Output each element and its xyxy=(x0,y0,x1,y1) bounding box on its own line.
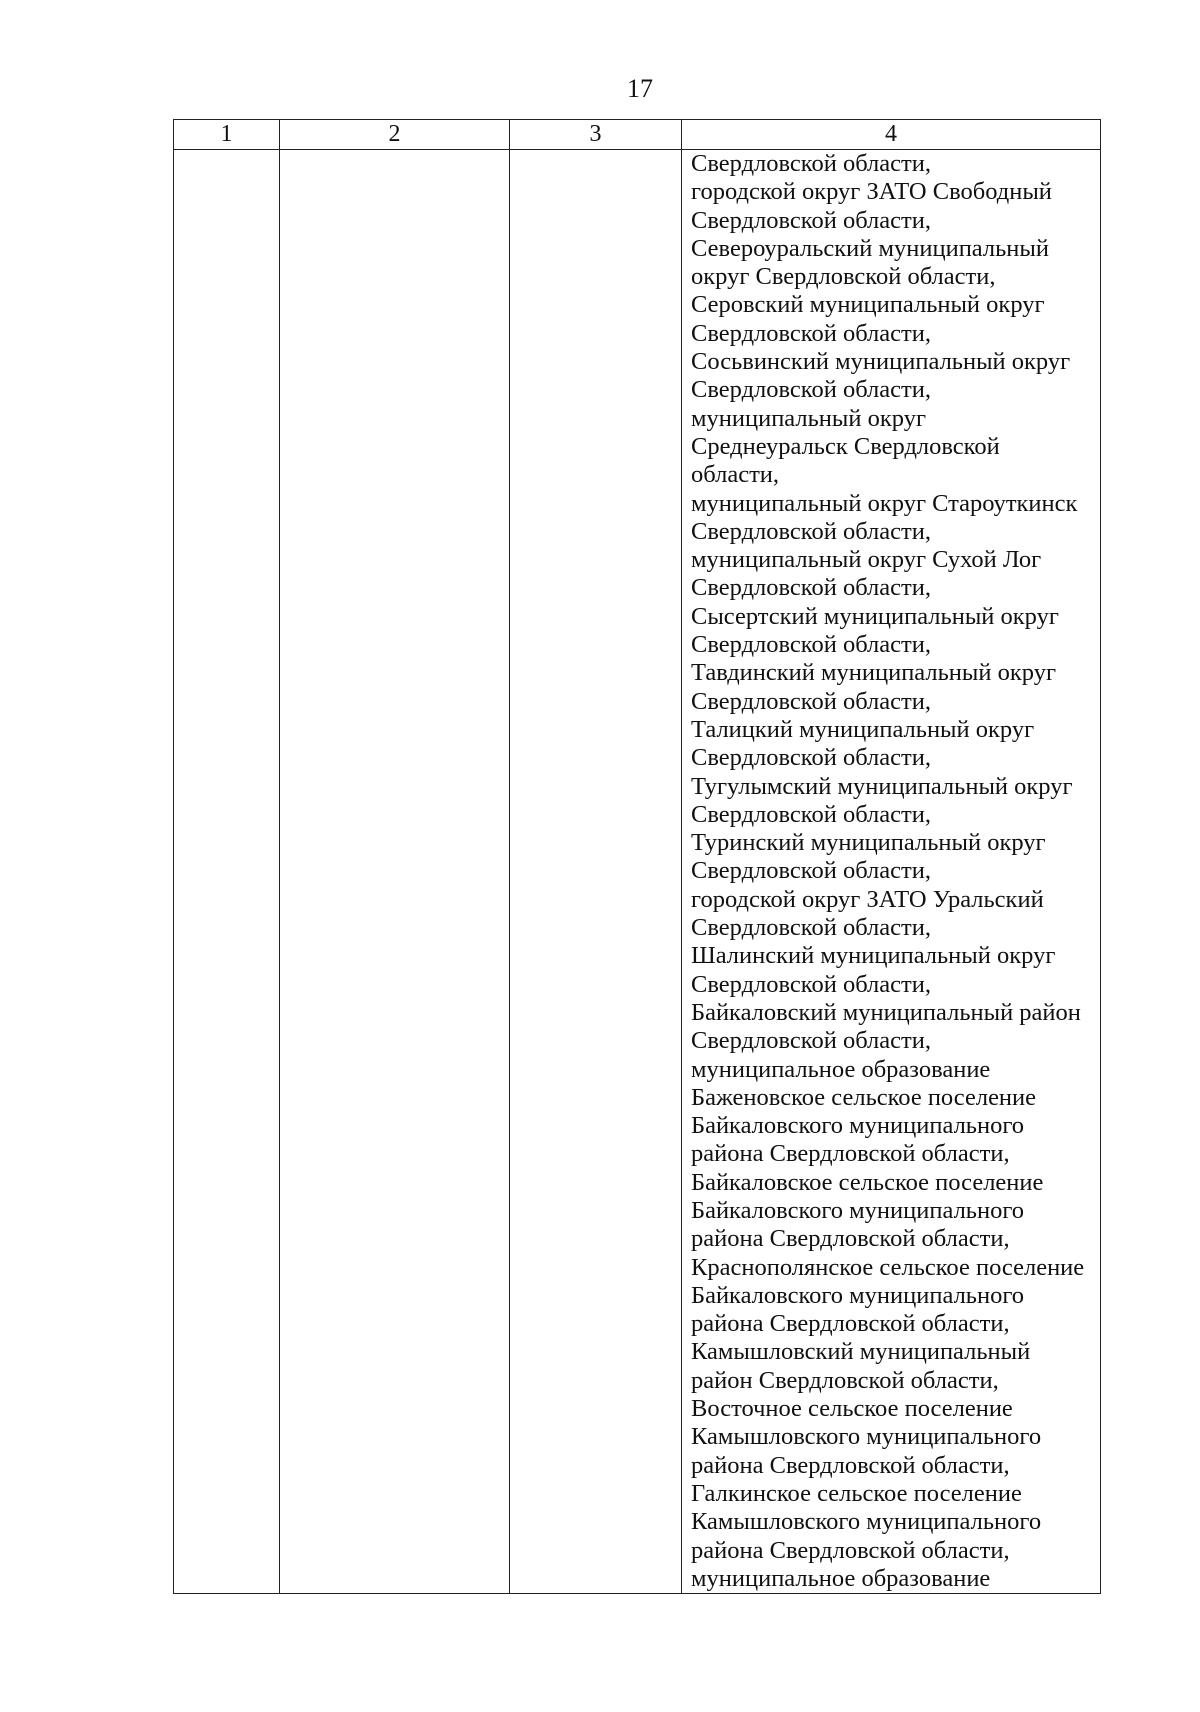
list-item: Свердловской области, xyxy=(691,574,931,602)
list-item: Байкаловского муниципального xyxy=(691,1196,1025,1224)
list-item: Свердловской области, xyxy=(691,376,931,404)
list-item: Тугулымский муниципальный округ xyxy=(691,772,1073,800)
list-item: Среднеуральск Свердловской xyxy=(691,432,1000,460)
list-item: района Свердловской области, xyxy=(691,1310,1010,1338)
list-item: муниципальное образование xyxy=(691,1564,991,1592)
table-header-row xyxy=(174,120,1101,150)
column-header-3: 3 xyxy=(510,120,682,150)
cell-column-3 xyxy=(510,150,682,1594)
list-item: муниципальное образование xyxy=(691,1055,991,1083)
list-item: Сосьвинский муниципальный округ xyxy=(691,348,1071,376)
list-item: Свердловской области, xyxy=(691,744,931,772)
list-item: Байкаловского муниципального xyxy=(691,1281,1025,1309)
list-item: Свердловской области, xyxy=(691,319,931,347)
document-table xyxy=(173,119,1101,1594)
list-item: Свердловской области, xyxy=(691,150,931,177)
list-item: Свердловской области, xyxy=(691,970,931,998)
list-item: района Свердловской области, xyxy=(691,1451,1010,1479)
list-item: Краснополянское сельское поселение xyxy=(691,1253,1085,1281)
column-header-4: 4 xyxy=(682,120,1101,150)
list-item: Восточное сельское поселение xyxy=(691,1395,1013,1423)
list-item: муниципальный округ xyxy=(691,404,926,432)
list-item: района Свердловской области, xyxy=(691,1140,1010,1168)
list-item: Талицкий муниципальный округ xyxy=(691,715,1035,743)
list-item: района Свердловской области, xyxy=(691,1536,1010,1564)
column-header-2: 2 xyxy=(280,120,510,150)
list-item: Байкаловский муниципальный район xyxy=(691,998,1081,1026)
list-item: Свердловской области, xyxy=(691,857,931,885)
column-header-1: 1 xyxy=(174,120,280,150)
list-item: Свердловской области, xyxy=(691,631,931,659)
list-item: области, xyxy=(691,461,780,489)
list-item: Свердловской области, xyxy=(691,517,931,545)
cell-column-1 xyxy=(174,150,280,1594)
list-item: округ Свердловской области, xyxy=(691,263,996,291)
list-item: Туринский муниципальный округ xyxy=(691,829,1046,857)
page-number: 17 xyxy=(627,74,653,103)
table-row xyxy=(174,150,1101,1594)
list-item: Североуральский муниципальный xyxy=(691,234,1049,262)
list-item: Байкаловского муниципального xyxy=(691,1112,1025,1140)
list-item: Тавдинский муниципальный округ xyxy=(691,659,1056,687)
list-item: Галкинское сельское поселение xyxy=(691,1479,1022,1507)
list-item: городской округ ЗАТО Свободный xyxy=(691,178,1052,206)
cell-column-2 xyxy=(280,150,510,1594)
cell-column-4 xyxy=(682,150,1101,1594)
list-item: муниципальный округ Староуткинск xyxy=(691,489,1078,517)
list-item: Камышловского муниципального xyxy=(691,1508,1042,1536)
list-item: Камышловского муниципального xyxy=(691,1423,1042,1451)
list-item: муниципальный округ Сухой Лог xyxy=(691,546,1042,574)
list-item: Шалинский муниципальный округ xyxy=(691,942,1056,970)
list-item: Серовский муниципальный округ xyxy=(691,291,1045,319)
list-item: Свердловской области, xyxy=(691,914,931,942)
list-item: Байкаловское сельское поселение xyxy=(691,1168,1044,1196)
list-item: Свердловской области, xyxy=(691,206,931,234)
list-item: района Свердловской области, xyxy=(691,1225,1010,1253)
list-item: Сысертский муниципальный округ xyxy=(691,602,1059,630)
list-item: Свердловской области, xyxy=(691,687,931,715)
municipality-list xyxy=(682,150,1100,1593)
list-item: Баженовское сельское поселение xyxy=(691,1083,1037,1111)
list-item: район Свердловской области, xyxy=(691,1366,999,1394)
list-item: Камышловский муниципальный xyxy=(691,1338,1031,1366)
list-item: городской округ ЗАТО Уральский xyxy=(691,885,1044,913)
list-item: Свердловской области, xyxy=(691,800,931,828)
list-item: Свердловской области, xyxy=(691,1027,931,1055)
